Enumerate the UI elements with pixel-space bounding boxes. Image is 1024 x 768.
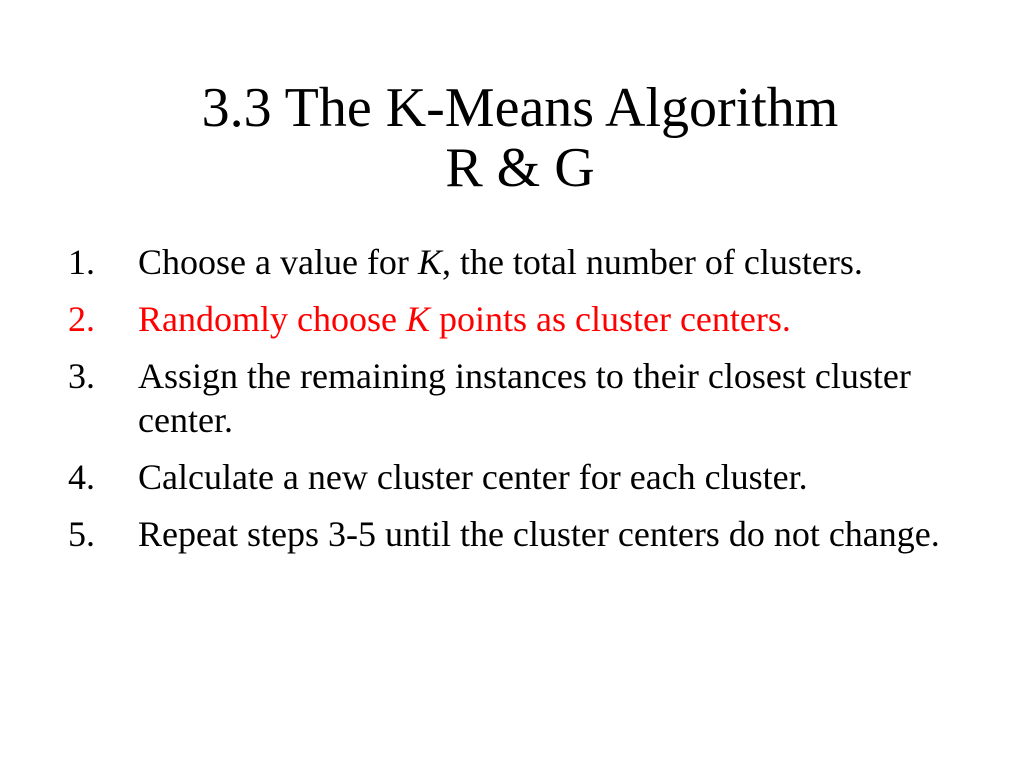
step-text-before: Choose a value for <box>138 242 418 282</box>
algorithm-steps-list <box>68 240 968 569</box>
step-number: 1. <box>68 242 95 282</box>
step-number: 3. <box>68 356 95 396</box>
step-3 <box>68 354 968 442</box>
step-number: 5. <box>68 514 95 554</box>
slide-title-line-1: 3.3 The K-Means Algorithm <box>201 77 839 139</box>
step-text-after: points as cluster centers. <box>429 299 791 339</box>
step-variable-k: K <box>405 299 430 339</box>
slide-title-line-2: R & G <box>445 137 595 199</box>
step-1 <box>68 240 968 284</box>
step-2 <box>68 297 968 341</box>
step-text <box>138 240 968 284</box>
step-text: Calculate a new cluster center for each cluster. <box>138 457 808 497</box>
step-text-before: Randomly choose <box>138 299 406 339</box>
step-text-after: , the total number of clusters. <box>441 242 863 282</box>
step-text: Repeat steps 3-5 until the cluster centers do not change. <box>138 514 940 554</box>
step-number: 4. <box>68 457 95 497</box>
slide-title <box>0 78 1024 198</box>
step-4 <box>68 455 968 499</box>
step-variable-k: K <box>417 242 442 282</box>
step-text <box>138 297 968 341</box>
step-number: 2. <box>68 299 95 339</box>
step-text: Assign the remaining instances to their closest cluster center. <box>138 356 911 440</box>
step-5 <box>68 512 968 556</box>
